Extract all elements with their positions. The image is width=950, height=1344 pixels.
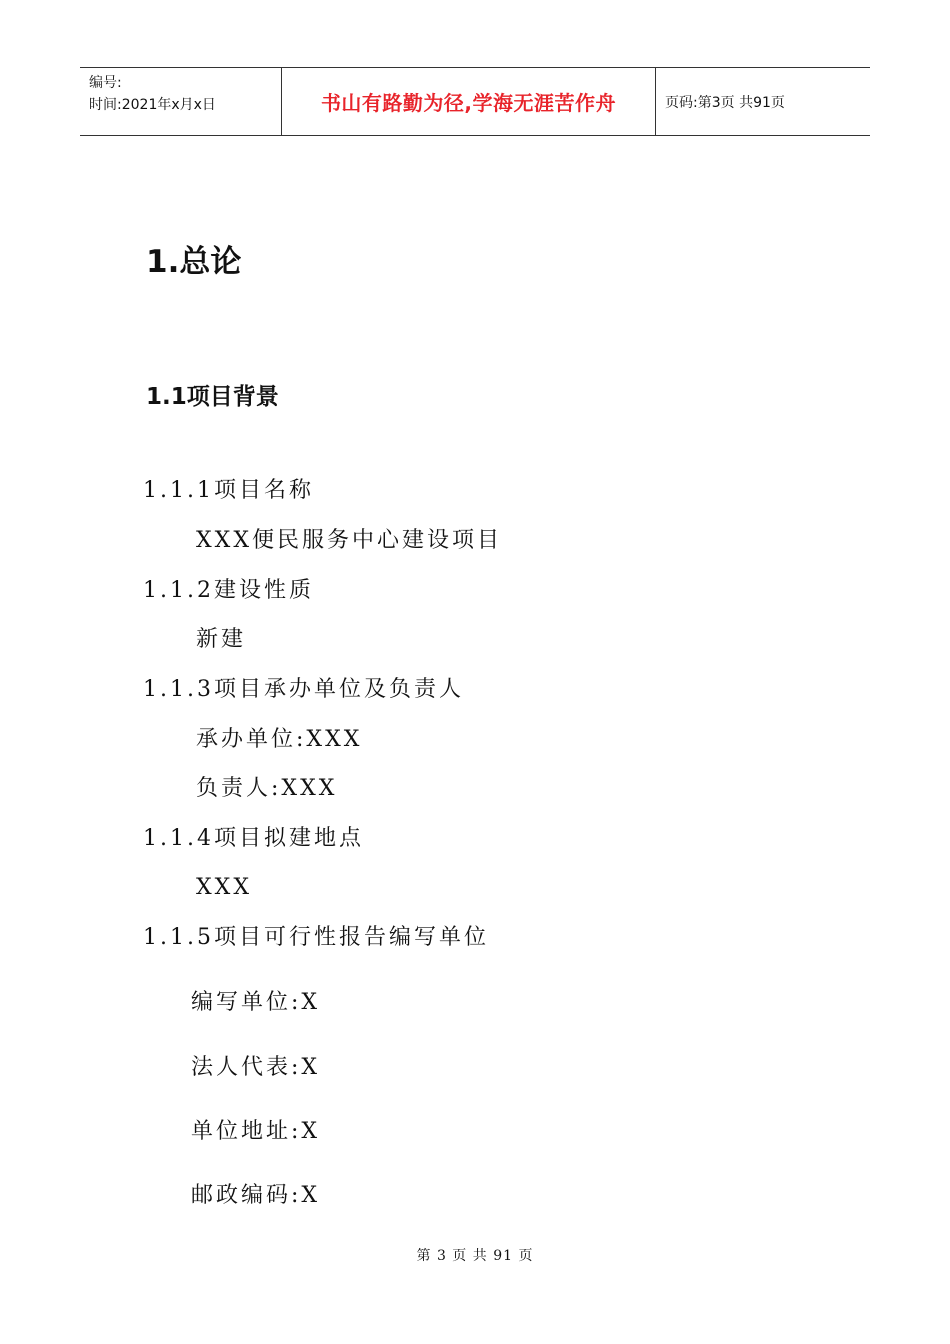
subsection-heading: 1.1.1项目名称 <box>143 478 314 503</box>
header-page-number: 页码:第3页 共91页 <box>665 94 785 111</box>
subsection-heading: 1.1.5项目可行性报告编写单位 <box>143 925 489 950</box>
chapter-title: 1.总论 <box>146 244 242 280</box>
subsection-heading: 1.1.4项目拟建地点 <box>143 826 364 851</box>
section-title: 1.1项目背景 <box>146 384 279 410</box>
header-meta-cell <box>80 68 282 135</box>
body-text: 编写单位:X <box>191 990 321 1015</box>
body-text: XXX便民服务中心建设项目 <box>196 528 502 553</box>
subsection-heading: 1.1.3项目承办单位及负责人 <box>143 677 464 702</box>
body-text: 负责人:XXX <box>196 776 338 801</box>
header-motto-cell <box>282 68 656 135</box>
document-number-label: 编号: <box>89 75 122 91</box>
header-page-cell <box>656 68 870 135</box>
body-text: 邮政编码:X <box>191 1183 321 1208</box>
body-text: 单位地址:X <box>191 1119 321 1144</box>
document-date-label: 时间:2021年x月x日 <box>89 97 216 113</box>
page-footer: 第 3 页 共 91 页 <box>416 1248 534 1264</box>
body-text: 承办单位:XXX <box>196 727 363 752</box>
body-text: 法人代表:X <box>191 1055 321 1080</box>
body-text: 新建 <box>196 627 247 652</box>
subsection-heading: 1.1.2建设性质 <box>143 578 314 603</box>
page-header <box>80 67 870 136</box>
body-text: XXX <box>196 875 252 900</box>
header-motto: 书山有路勤为径,学海无涯苦作舟 <box>320 91 617 115</box>
